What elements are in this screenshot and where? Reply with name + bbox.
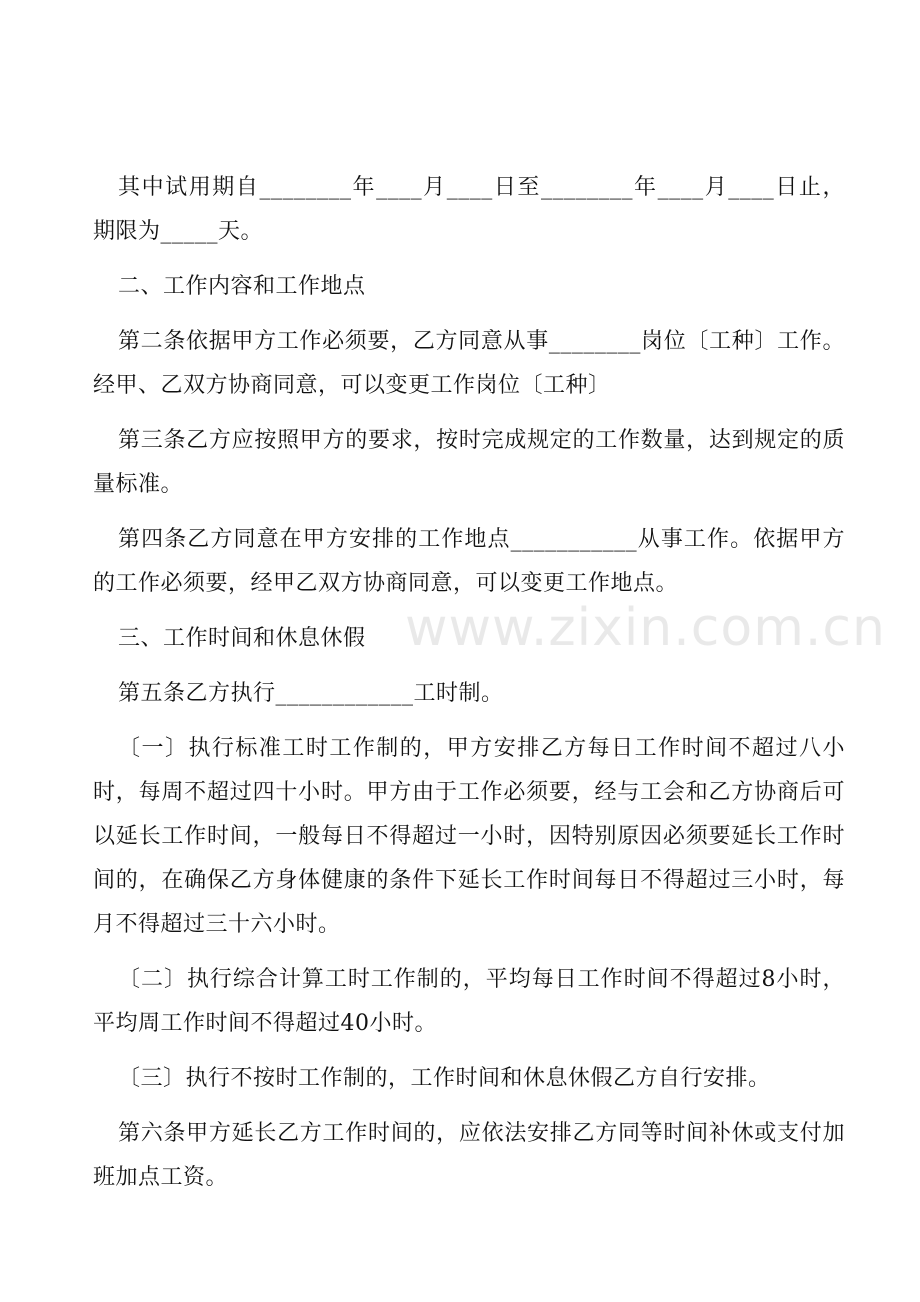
watermark: www.zixin.com.cn (405, 598, 886, 658)
paragraph-article-5: 第五条乙方执行____________工时制。 (118, 681, 504, 706)
paragraph-clause-3: 〔三〕执行不按时工作制的，工作时间和休息休假乙方自行安排。 (118, 1066, 771, 1091)
paragraph-probation-period: 其中试用期自________年____月____日至________年____月____日止，期限为_____天。 (93, 175, 845, 244)
section-heading-work-content: 二、工作内容和工作地点 (118, 274, 366, 299)
paragraph-article-4: 第四条乙方同意在甲方安排的工作地点___________从事工作。依据甲方的工作必须要，经甲乙双方协商同意，可以变更工作地点。 (93, 527, 845, 596)
paragraph-article-2: 第二条依据甲方工作必须要，乙方同意从事________岗位〔工种〕工作。经甲、乙双方协商同意，可以变更工作岗位〔工种〕 (93, 329, 845, 398)
document-body (93, 166, 845, 1211)
section-heading-work-hours: 三、工作时间和休息休假 (118, 626, 366, 651)
paragraph-clause-2: 〔二〕执行综合计算工时工作制的，平均每日工作时间不得超过8小时，平均周工作时间不得超过40小时。 (93, 967, 845, 1036)
paragraph-clause-1: 〔一〕执行标准工时工作制的，甲方安排乙方每日工作时间不超过八小时，每周不超过四十小时。甲方由于工作必须要，经与工会和乙方协商后可以延长工作时间，一般每日不得超过一小时，因特别原因必须要延长工作时间的，在确保乙方身体健康的条件下延长工作时间每日不得超过三小时，每月不得超过三十六小时。 (93, 736, 845, 937)
paragraph-article-3: 第三条乙方应按照甲方的要求，按时完成规定的工作数量，达到规定的质量标准。 (93, 428, 845, 497)
paragraph-article-6: 第六条甲方延长乙方工作时间的，应依法安排乙方同等时间补休或支付加班加点工资。 (93, 1121, 845, 1190)
